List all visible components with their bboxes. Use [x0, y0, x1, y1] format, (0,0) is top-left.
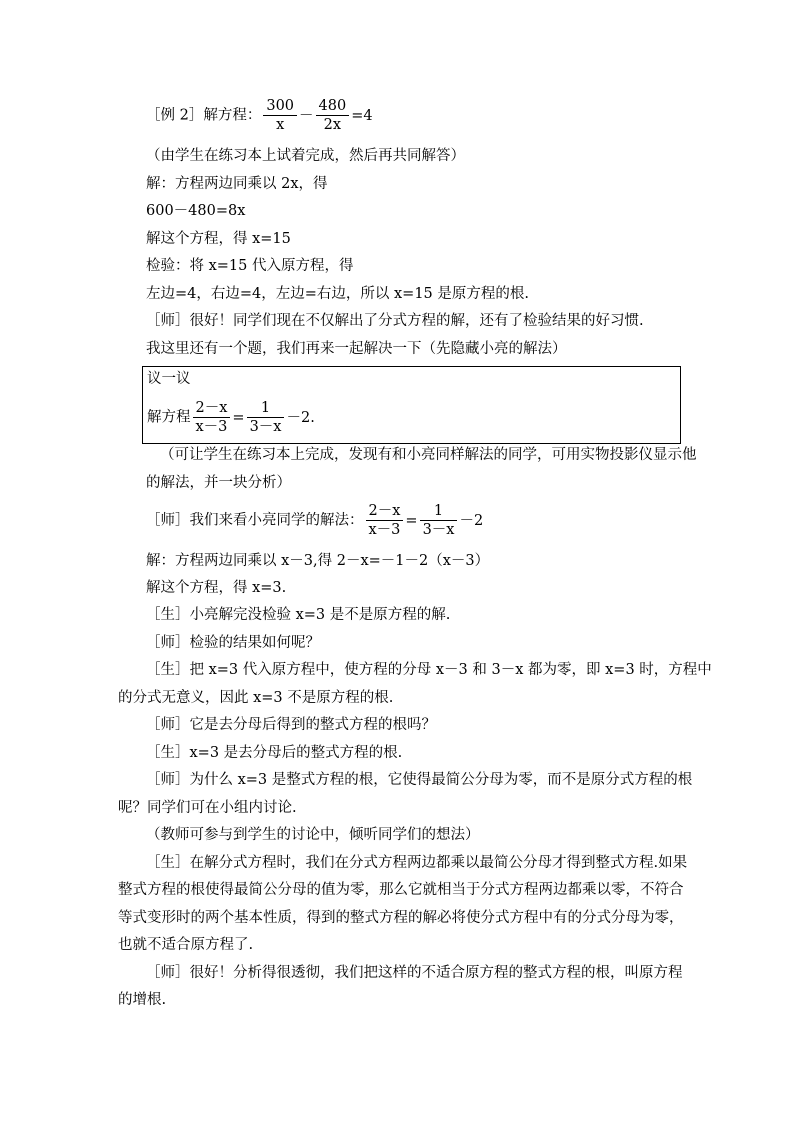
text-line: 也就不适合原方程了. — [118, 937, 254, 953]
text-line: ［师］检验的结果如何呢？ — [146, 635, 320, 651]
box-title: 议一议 — [147, 371, 191, 387]
text-line: 解：方程两边同乘以 x－3,得 2－x=－1－2（x－3） — [146, 553, 490, 569]
text-line: 我这里还有一个题，我们再来一起解决一下（先隐藏小亮的解法） — [146, 341, 567, 357]
fraction-480-over-2x: $\frac{480}{2x}$ — [316, 97, 350, 134]
text-line: ［生］小亮解完没检验 x=3 是不是原方程的解. — [146, 607, 451, 623]
text-line: 整式方程的根使得最简公分母的值为零，那么它就相当于分式方程两边都乘以零，不符合 — [118, 882, 684, 898]
discussion-box — [142, 366, 681, 444]
text-line: （可让学生在练习本上完成，发现有和小亮同样解法的同学，可用实物投影仪显示他 — [160, 447, 697, 463]
text-line: 解这个方程，得 x=3. — [146, 580, 287, 596]
text-line: ［师］很好！分析得很透彻，我们把这样的不适合原方程的整式方程的根，叫原方程 — [146, 965, 683, 981]
text-line: 等式变形时的两个基本性质，得到的整式方程的解必将使分式方程中有的分式分母为零， — [118, 910, 684, 926]
fraction-1-over-3-minus-x: $\frac{1}{3-x}$ — [247, 399, 285, 436]
fraction-1-over-3-minus-x: $\frac{1}{3-x}$ — [420, 502, 458, 539]
text-line: 解：方程两边同乘以 2x，得 — [146, 176, 328, 192]
text-line: 的增根. — [118, 992, 167, 1008]
text-line: 的解法，并一块分析） — [146, 475, 291, 491]
fraction-300-over-x: $\frac{300}{x}$ — [263, 97, 297, 134]
text-line: ［师］为什么 x=3 是整式方程的根，它使得最简公分母为零，而不是原分式方程的根 — [146, 772, 693, 788]
text-line: 600－480=8x — [146, 203, 246, 219]
text-line: 解这个方程，得 x=15 — [146, 231, 291, 247]
text-line: ［生］在解分式方程时，我们在分式方程两边都乘以最简公分母才得到整式方程.如果 — [146, 855, 688, 871]
text-line: 检验：将 x=15 代入原方程，得 — [146, 258, 354, 274]
fraction-2-minus-x-over-x-minus-3: $\frac{2-x}{x-3}$ — [366, 502, 404, 539]
text-line: （教师可参与到学生的讨论中，倾听同学们的想法） — [146, 827, 480, 843]
example-2-equation: ［例 2］解方程： $\frac{300}{x}$ － $\frac{480}{2x}$ =4 — [146, 98, 373, 133]
fraction-2-minus-x-over-x-minus-3: $\frac{2-x}{x-3}$ — [193, 399, 231, 436]
example-label: ［例 2］解方程： — [146, 107, 262, 124]
text-line: 左边=4，右边=4，左边=右边，所以 x=15 是原方程的根. — [146, 286, 530, 302]
box-equation: 解方程 $\frac{2-x}{x-3}$ = $\frac{1}{3-x}$ －2. — [147, 400, 315, 435]
text-line: ［师］它是去分母后得到的整式方程的根吗？ — [146, 717, 436, 733]
text-line: 的分式无意义，因此 x=3 不是原方程的根. — [118, 690, 394, 706]
text-line: （由学生在练习本上试着完成，然后再共同解答） — [146, 148, 465, 164]
text-line: ［生］x=3 是去分母后的整式方程的根. — [146, 745, 403, 761]
text-line: ［生］把 x=3 代入原方程中，使方程的分母 x－3 和 3－x 都为零，即 x=3 时，方程中 — [146, 662, 712, 678]
text-line: ［师］很好！同学们现在不仅解出了分式方程的解，还有了检验结果的好习惯. — [146, 313, 644, 329]
xiaoliang-equation: ［师］我们来看小亮同学的解法： $\frac{2-x}{x-3}$ = $\frac{1}{3-x}$ －2 — [146, 503, 484, 538]
text-line: 呢？同学们可在小组内讨论. — [118, 800, 297, 816]
